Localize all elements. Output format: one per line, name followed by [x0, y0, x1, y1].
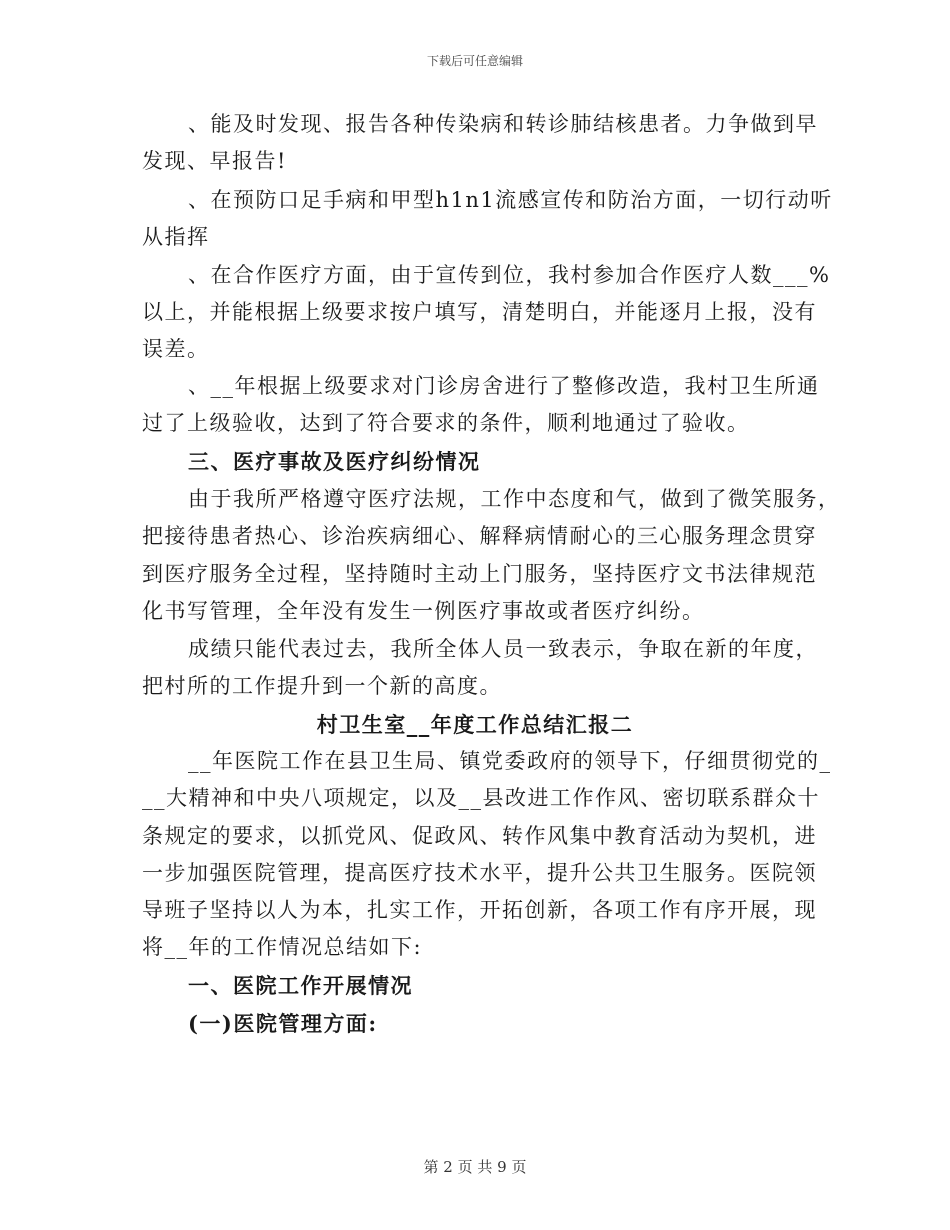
paragraph-line: 、在合作医疗方面，由于宣传到位，我村参加合作医疗人数___%: [188, 263, 831, 287]
paragraph-line: 、__年根据上级要求对门诊房舍进行了整修改造，我村卫生所通: [188, 374, 820, 398]
paragraph-line: 由于我所严格遵守医疗法规，工作中态度和气，做到了微笑服务，: [188, 487, 841, 511]
paragraph-line: 化书写管理，全年没有发生一例医疗事故或者医疗纠纷。: [142, 599, 705, 623]
paragraph-line: 成绩只能代表过去，我所全体人员一致表示，争取在新的年度，: [188, 637, 818, 661]
page-footer: 第 2 页 共 9 页: [423, 1158, 527, 1176]
paragraph-line: 将__年的工作情况总结如下:: [142, 935, 423, 959]
paragraph-line: 、在预防口足手病和甲型h1n1流感宣传和防治方面，一切行动听: [188, 188, 833, 212]
paragraph-line: 导班子坚持以人为本，扎实工作，开拓创新，各项工作有序开展，现: [142, 898, 817, 922]
paragraph-line: 过了上级验收，达到了符合要求的条件，顺利地通过了验收。: [142, 411, 750, 435]
section-heading: 三、医疗事故及医疗纠纷情况: [188, 449, 481, 474]
paragraph-line: 一步加强医院管理，提高医疗技术水平，提升公共卫生服务。医院领: [142, 861, 817, 885]
paragraph-line: 从指挥: [142, 225, 210, 249]
paragraph-line: 以上，并能根据上级要求按户填写，清楚明白，并能逐月上报，没有: [142, 300, 817, 324]
subsection-heading: (一)医院管理方面:: [188, 1011, 378, 1036]
paragraph-line: 条规定的要求，以抓党风、促政风、转作风集中教育活动为契机，进: [142, 824, 817, 848]
paragraph-line: 把接待患者热心、诊治疾病细心、解释病情耐心的三心服务理念贯穿: [142, 524, 817, 548]
paragraph-line: __大精神和中央八项规定，以及__县改进工作作风、密切联系群众十: [142, 786, 820, 810]
paragraph-line: 把村所的工作提升到一个新的高度。: [142, 674, 502, 698]
paragraph-line: 到医疗服务全过程，坚持随时主动上门服务，坚持医疗文书法律规范: [142, 562, 817, 586]
page-header: 下载后可任意编辑: [426, 54, 523, 68]
section-heading: 一、医院工作开展情况: [188, 973, 413, 998]
paragraph-line: 、能及时发现、报告各种传染病和转诊肺结核患者。力争做到早: [188, 112, 818, 136]
document-title: 村卫生室__年度工作总结汇报二: [316, 712, 634, 737]
paragraph-line: 发现、早报告!: [142, 149, 287, 173]
paragraph-line: __年医院工作在县卫生局、镇党委政府的领导下，仔细贯彻党的_: [188, 749, 832, 773]
paragraph-line: 误差。: [142, 337, 210, 361]
